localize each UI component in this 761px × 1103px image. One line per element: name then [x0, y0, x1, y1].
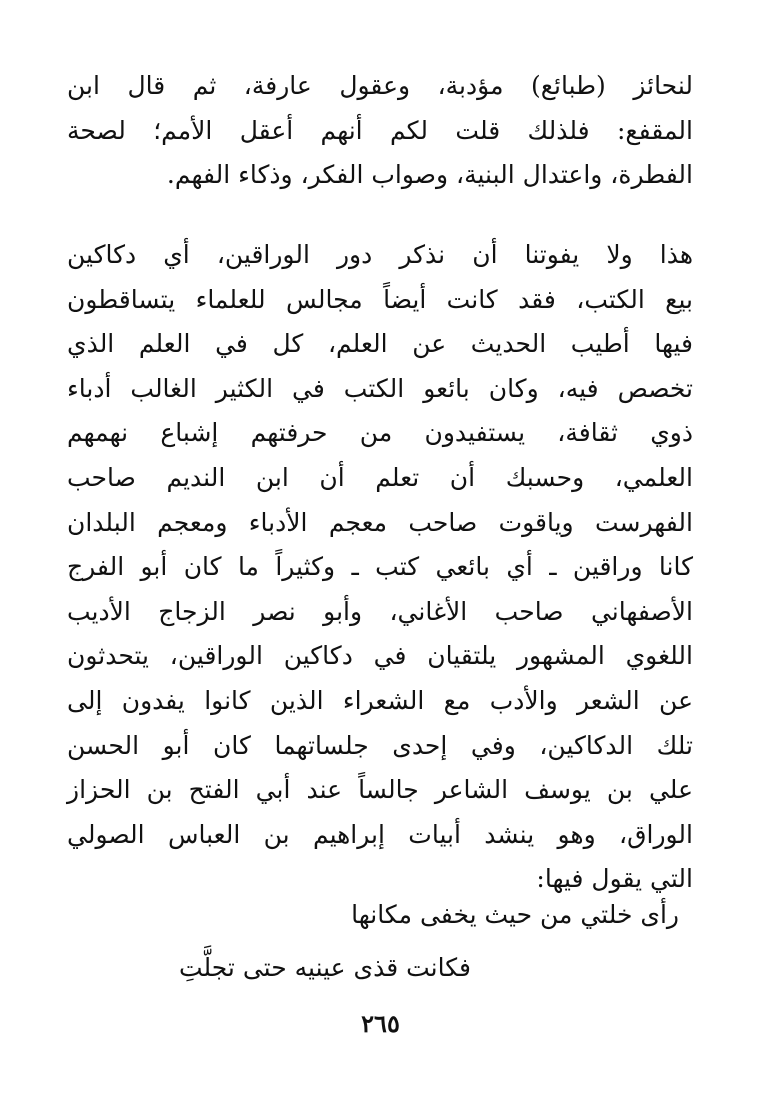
text-line: التي يقول فيها:	[536, 864, 693, 894]
text-line: العلمي، وحسبك أن تعلم أن ابن النديم صاحب	[67, 462, 693, 492]
text-line: كانا وراقين ـ أي بائعي كتب ـ وكثيراً ما كان أبو الفرج	[67, 552, 693, 582]
text-line: فيها أطيب الحديث عن العلم، كل في العلم الذي	[67, 329, 693, 359]
text-line: اللغوي المشهور يلتقيان في دكاكين الوراقين، يتحدثون	[67, 641, 693, 671]
text-line: لنحائز (طبائع) مؤدبة، وعقول عارفة، ثم قال ابن	[67, 71, 693, 100]
paragraph-2	[67, 233, 693, 902]
text-line: علي بن يوسف الشاعر جالساً عند أبي الفتح بن الحزاز	[67, 775, 693, 805]
text-line: تلك الدكاكين، وفي إحدى جلساتهما كان أبو الحسن	[67, 730, 693, 760]
text-line: الفهرست وياقوت صاحب معجم الأدباء ومعجم البلدان	[67, 507, 693, 537]
verse-line-1: رأى خلتي من حيث يخفى مكانها	[351, 900, 679, 929]
text-line: بيع الكتب، فقد كانت أيضاً مجالس للعلماء يتساقطون	[67, 284, 693, 314]
page-number: ٢٦٥	[361, 1009, 400, 1038]
paragraph-1	[67, 64, 693, 198]
text-line: عن الشعر والأدب مع الشعراء الذين كانوا يفدون إلى	[67, 685, 693, 715]
text-line: المقفع: فلذلك قلت لكم أنهم أعقل الأمم؛ لصحة	[67, 115, 693, 145]
text-line: تخصص فيه، وكان بائعو الكتب في الكثير الغالب أدباء	[67, 373, 693, 403]
text-line: ذوي ثقافة، يستفيدون من حرفتهم إشباع نهمهم	[67, 418, 693, 448]
text-line: الأصفهاني صاحب الأغاني، وأبو نصر الزجاج الأديب	[67, 596, 693, 626]
text-line: هذا ولا يفوتنا أن نذكر دور الوراقين، أي دكاكين	[67, 240, 693, 269]
text-line: الوراق، وهو ينشد أبيات إبراهيم بن العباس الصولي	[67, 819, 693, 849]
verse-line-2: فكانت قذى عينيه حتى تجلَّتِ	[178, 953, 471, 982]
text-line: الفطرة، واعتدال البنية، وصواب الفكر، وذكاء الفهم.	[166, 160, 693, 190]
